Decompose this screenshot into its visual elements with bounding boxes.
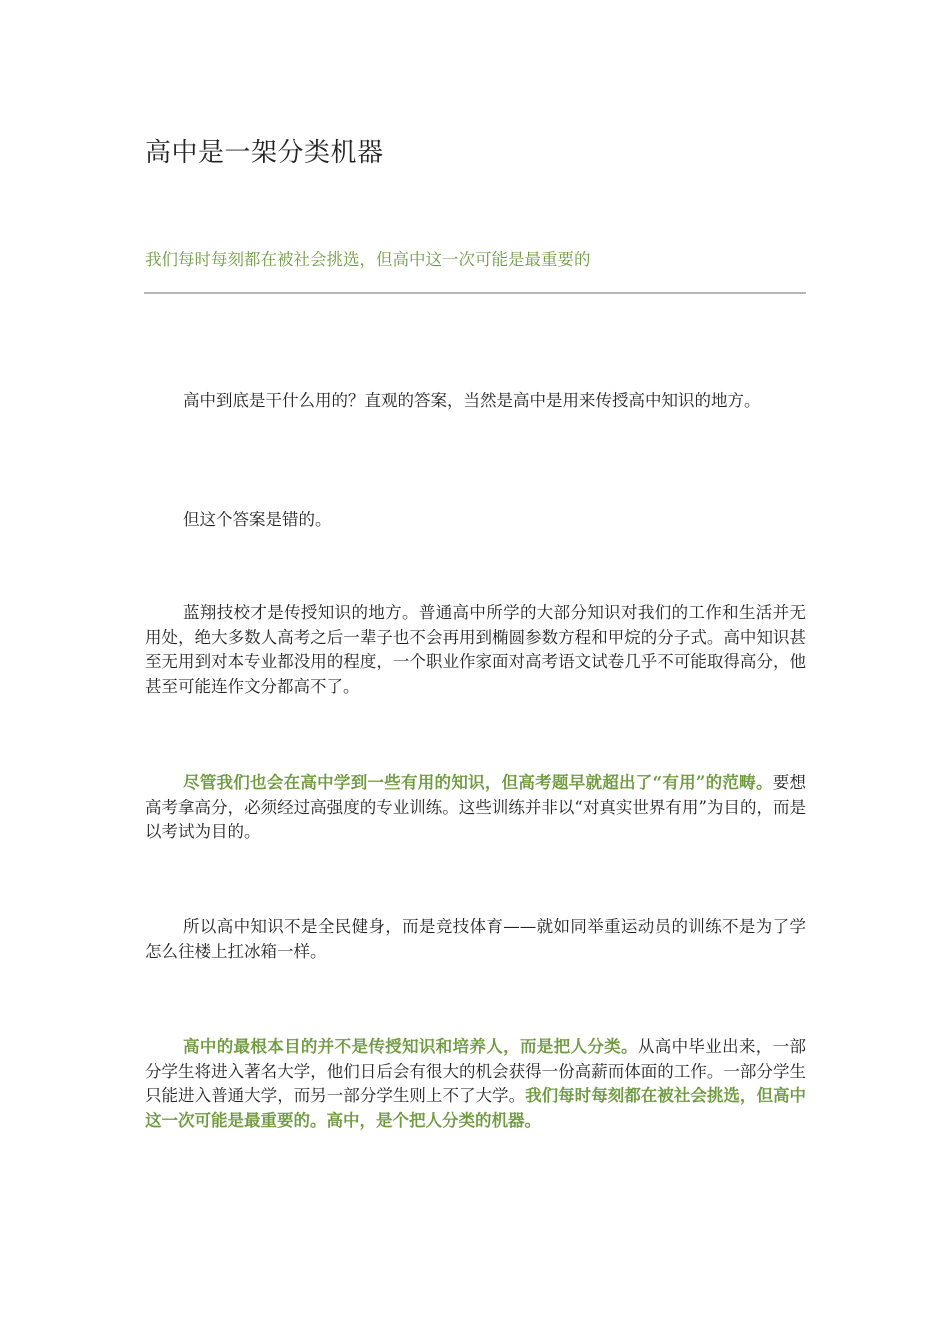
paragraph-text: 但这个答案是错的。 (183, 510, 332, 529)
paragraph-text: 要想高考拿高分，必须经过高强度的专业训练。这些训练并非以“对真实世界有用”为目的，而是以考试为目的。 (145, 773, 807, 841)
paragraph-text: 所以高中知识不是全民健身，而是竞技体育——就如同举重运动员的训练不是为了学怎么往楼上扛冰箱一样。 (145, 917, 806, 961)
paragraph-text: 从高中毕业出来，一部分学生将进入著名大学，他们日后会有很大的机会获得一份高薪而体面的工作。一部分学生只能进入普通大学，而另一部分学生则上不了大学。 (145, 1037, 807, 1105)
paragraph (145, 1035, 806, 1133)
paragraph-text: 蓝翔技校才是传授知识的地方。普通高中所学的大部分知识对我们的工作和生活并无用处，绝大多数人高考之后一辈子也不会再用到椭圆参数方程和甲烷的分子式。高中知识甚至无用到对本专业都没用的程度，一个职业作家面对高考语文试卷几乎不可能取得高分，他甚至可能连作文分都高不了。 (145, 603, 806, 696)
paragraph (145, 771, 806, 845)
highlight-text: 我们每时每刻都在被社会挑选，但高中这一次可能是最重要的。高中，是个把人分类的机器。 (145, 1086, 807, 1130)
paragraph (145, 389, 806, 414)
paragraph (145, 508, 806, 533)
paragraph (145, 601, 806, 699)
highlight-text: 尽管我们也会在高中学到一些有用的知识，但高考题早就超出了“有用”的范畴。 (183, 773, 773, 792)
divider-line (144, 292, 806, 294)
article-subtitle: 我们每时每刻都在被社会挑选，但高中这一次可能是最重要的 (145, 250, 591, 269)
article-title: 高中是一架分类机器 (145, 138, 384, 168)
paragraph (145, 915, 806, 964)
paragraph-text: 高中到底是干什么用的？直观的答案，当然是高中是用来传授高中知识的地方。 (183, 391, 761, 410)
highlight-text: 高中的最根本目的并不是传授知识和培养人，而是把人分类。 (183, 1037, 638, 1056)
